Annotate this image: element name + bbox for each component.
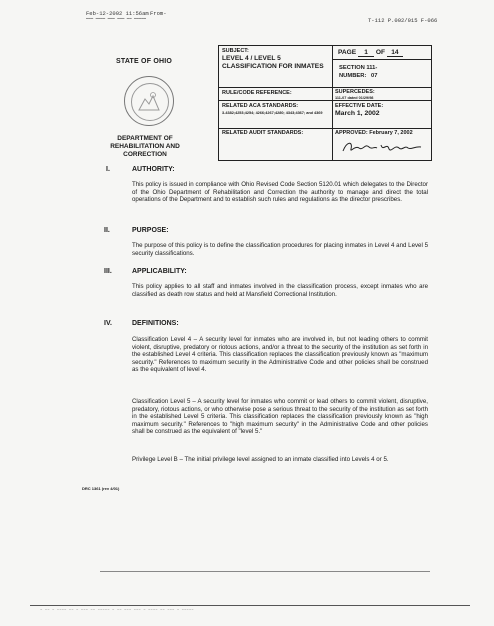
subject-value: LEVEL 4 / LEVEL 5 CLASSIFICATION FOR INMATES (222, 55, 324, 70)
policy-header-box (218, 45, 432, 161)
section-1-number: I. (106, 166, 110, 173)
number-value: 07 (371, 73, 378, 79)
section-2-heading: PURPOSE: (132, 227, 169, 234)
rule-code-label: RULE/CODE REFERENCE: (222, 90, 292, 96)
page-label: PAGE (338, 49, 357, 56)
department-name: DEPARTMENT OF REHABILITATION AND CORRECTION (110, 135, 180, 158)
page-number: 1 (358, 49, 374, 57)
section-1-paragraph: This policy is issued in compliance with Ohio Revised Code Section 5120.01 which delegates to the Director of the Ohio Department of Rehabilitation and Correction the authority to manage and direct the total operations of the Department and to establish such rules and regulations as the director prescribes. (132, 181, 428, 204)
section-3-heading: APPLICABILITY: (132, 268, 187, 275)
fax-header-from: From- (150, 10, 167, 17)
director-signature (341, 139, 425, 157)
definition-level-5: Classification Level 5 – A security level for inmates who commit or lead others to commit violent, disruptive, predatory, riotous actions, or who otherwise pose a serious threat to the security of the institution as set forth in the established Level 5 criteria. This classification replaces the classification previously known as "high maximum security." References to "high maximum security" in the Administrative Code and other policies shall be construed as the equivalent of "level 5." (132, 398, 428, 436)
scan-line (30, 605, 470, 606)
section-1-heading: AUTHORITY: (132, 166, 175, 173)
section-4-heading: DEFINITIONS: (132, 320, 179, 327)
aca-value: 3-4382;4253;4254; 4266;4267;4280; 4343;4367; and 4369 (222, 111, 323, 115)
audit-label: RELATED AUDIT STANDARDS: (222, 130, 304, 136)
subject-label: SUBJECT: (222, 48, 249, 54)
section-2-number: II. (104, 227, 110, 234)
state-title: STATE OF OHIO (116, 58, 173, 65)
ohio-seal-icon (124, 76, 174, 126)
fax-header-ref: T-112 P.002/015 F-066 (368, 17, 438, 24)
section-4-number: IV. (104, 320, 112, 327)
section-2-paragraph: The purpose of this policy is to define the classification procedures for placing inmates in Level 4 and Level 5 security classifications. (132, 242, 428, 257)
supercedes-label: SUPERCEDES: (335, 89, 375, 95)
supercedes-value: 111-07 dated 01/29/98 (335, 96, 374, 100)
section-label: SECTION 111- (339, 65, 378, 71)
definition-level-4: Classification Level 4 – A security level for inmates who are involved in, but not leading others to commit violent, disruptive, predatory or riotous actions, and/or a threat to the security of the institution as set forth in the established Level 4 criteria. This classification replaces the classification previously known as "maximum security." References to maximum security in the Administrative Code and other policies shall be construed as the equivalent of level 4. (132, 336, 428, 374)
aca-label: RELATED ACA STANDARDS: (222, 103, 299, 109)
definition-privilege-level-b: Privilege Level B – The initial privilege level assigned to an inmate classified into Levels 4 or 5. (132, 456, 389, 463)
form-code: DRC 1361 (rev 4/01) (82, 486, 120, 491)
section-3-number: III. (104, 268, 112, 275)
page-of-label: OF (375, 49, 386, 56)
effective-value: March 1, 2002 (335, 110, 380, 117)
number-row (339, 73, 377, 79)
section-3-paragraph: This policy applies to all staff and inmates involved in the classification process, except inmates who are classified as death row status and held at Mansfield Correctional Institution. (132, 283, 428, 298)
page-indicator (338, 49, 403, 57)
fax-header-noise: ▬▬▬ ▬▬▬▬ ▬▬▬ ▬▬▬ ▬▬ ▬▬▬▬▬ (86, 17, 147, 21)
effective-label: EFFECTIVE DATE: (335, 103, 384, 109)
approved-label: APPROVED: February 7, 2002 (335, 130, 413, 136)
number-label: NUMBER: (339, 73, 367, 79)
page-total: 14 (387, 49, 403, 57)
fax-header-datetime: Feb-12-2002 11:56am (86, 10, 149, 17)
scan-noise: ‒ ‒‒ ‒ ‒‒‒‒ ‒‒ ‒ ‒‒‒ ‒‒ ‒‒‒‒‒ ‒ ‒‒ ‒‒‒ ‒‒‒ ‒ ‒‒‒‒ ‒‒ ‒‒‒ ‒ ‒‒‒‒‒ (40, 608, 194, 612)
scan-line (100, 571, 430, 572)
